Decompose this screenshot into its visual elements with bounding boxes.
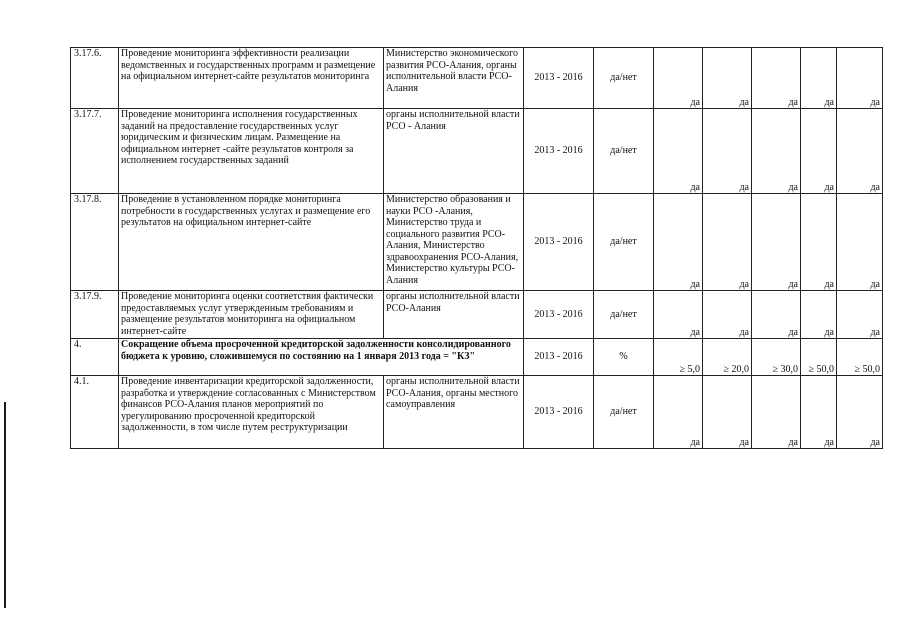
table-row: [71, 339, 883, 376]
year-value: да: [752, 194, 801, 291]
year-value: да: [752, 376, 801, 449]
year-value: да: [752, 109, 801, 194]
row-unit: да/нет: [594, 48, 654, 109]
year-value: ≥ 50,0: [801, 339, 837, 376]
row-period: 2013 - 2016: [524, 48, 594, 109]
row-number: 3.17.9.: [71, 291, 119, 339]
year-value: да: [703, 48, 752, 109]
row-period: 2013 - 2016: [524, 291, 594, 339]
year-value: да: [703, 376, 752, 449]
year-value: да: [837, 48, 883, 109]
year-value: да: [801, 194, 837, 291]
row-executor: органы исполнительной власти РСО-Алания: [384, 291, 524, 339]
table-row: [71, 194, 883, 291]
row-executor: органы исполнительной власти РСО-Алания, органы местного самоуправления: [384, 376, 524, 449]
year-value: да: [837, 194, 883, 291]
row-executor: Министерство экономического развития РСО-Алания, органы исполнительной власти РСО-Алания: [384, 48, 524, 109]
table-row: [71, 48, 883, 109]
year-value: да: [654, 48, 703, 109]
row-unit: %: [594, 339, 654, 376]
row-unit: да/нет: [594, 376, 654, 449]
row-executor: Министерство образования и науки РСО -Алания, Министерство труда и социального развития РСО-Алания, Министерство здравоохранения РСО-Алания, Министерство культуры РСО-Алания: [384, 194, 524, 291]
year-value: да: [801, 109, 837, 194]
year-value: ≥ 30,0: [752, 339, 801, 376]
row-period: 2013 - 2016: [524, 376, 594, 449]
row-number: 3.17.7.: [71, 109, 119, 194]
row-executor: органы исполнительной власти РСО - Алания: [384, 109, 524, 194]
year-value: ≥ 5,0: [654, 339, 703, 376]
row-number: 4.1.: [71, 376, 119, 449]
table-row: [71, 109, 883, 194]
year-value: да: [703, 291, 752, 339]
row-unit: да/нет: [594, 194, 654, 291]
row-period: 2013 - 2016: [524, 109, 594, 194]
year-value: да: [654, 194, 703, 291]
year-value: да: [654, 376, 703, 449]
row-number: 4.: [71, 339, 119, 376]
row-number: 3.17.8.: [71, 194, 119, 291]
row-number: 3.17.6.: [71, 48, 119, 109]
measures-table: [70, 47, 883, 449]
row-description: Проведение инвентаризации кредиторской задолженности, разработка и утверждение согласованных с Министерством финансов РСО-Алания планов мероприятий по урегулированию просроченной кредиторской задолженности, в том числе путем реструктуризации: [119, 376, 384, 449]
row-unit: да/нет: [594, 291, 654, 339]
table-row: [71, 376, 883, 449]
year-value: да: [801, 48, 837, 109]
row-period: 2013 - 2016: [524, 194, 594, 291]
scan-edge-mark: [4, 402, 6, 608]
table-row: [71, 291, 883, 339]
row-description: Проведение мониторинга эффективности реализации ведомственных и государственных программ и размещение на официальном интернет-сайте результатов мониторинга: [119, 48, 384, 109]
year-value: да: [837, 376, 883, 449]
year-value: да: [837, 291, 883, 339]
year-value: ≥ 20,0: [703, 339, 752, 376]
row-description: Проведение мониторинга оценки соответствия фактически предоставляемых услуг утвержденным требованиям и размещение результатов мониторинга на официальном интернет-сайте: [119, 291, 384, 339]
row-period: 2013 - 2016: [524, 339, 594, 376]
year-value: ≥ 50,0: [837, 339, 883, 376]
year-value: да: [654, 109, 703, 194]
year-value: да: [703, 109, 752, 194]
row-unit: да/нет: [594, 109, 654, 194]
year-value: да: [752, 291, 801, 339]
year-value: да: [801, 291, 837, 339]
year-value: да: [837, 109, 883, 194]
year-value: да: [801, 376, 837, 449]
row-description: Проведение мониторинга исполнения государственных заданий на предоставление государственных услуг юридическим и физическим лицам. Размещение на официальном интернет -сайте результатов контроля за исполнением государственных заданий: [119, 109, 384, 194]
year-value: да: [703, 194, 752, 291]
year-value: да: [752, 48, 801, 109]
row-description: Сокращение объема просроченной кредиторской задолженности консолидированного бюджета к уровню, сложившемуся по состоянию на 1 января 2013 года = "КЗ": [119, 339, 524, 376]
row-description: Проведение в установленном порядке мониторинга потребности в государственных услугах и размещение его результатов на официальном интернет-сайте: [119, 194, 384, 291]
year-value: да: [654, 291, 703, 339]
